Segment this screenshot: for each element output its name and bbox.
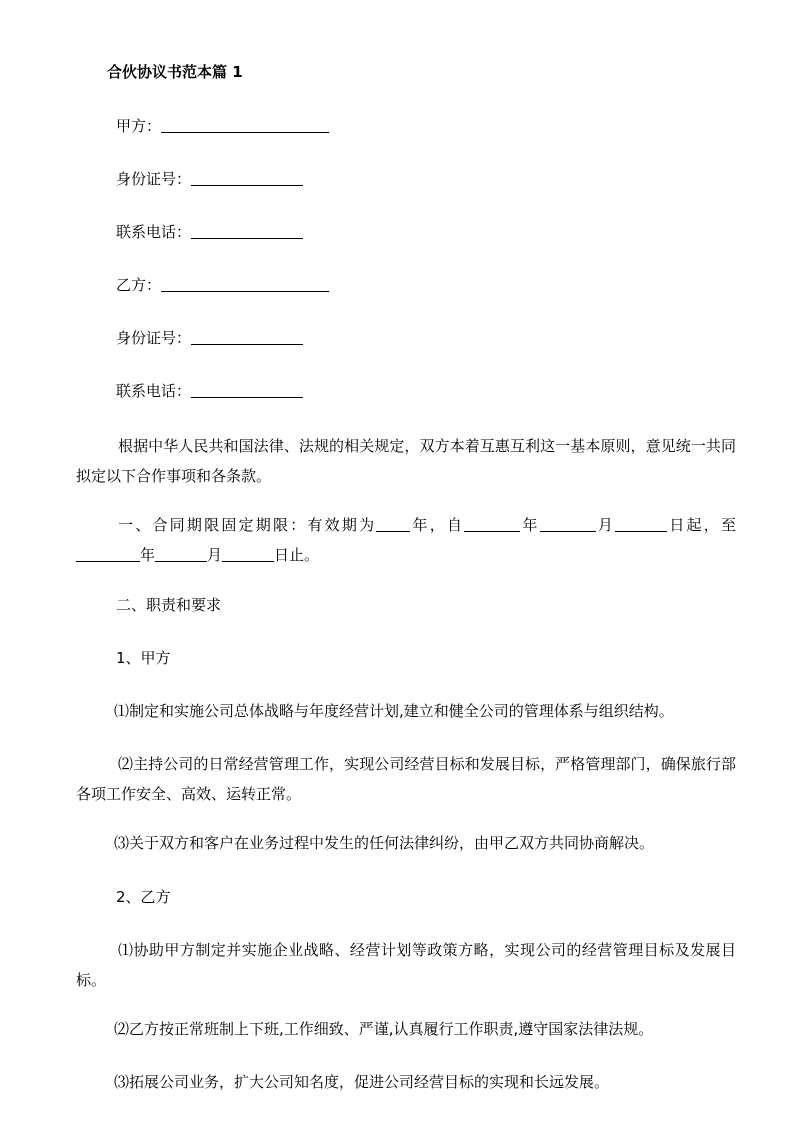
party-a-duty-1: ⑴制定和实施公司总体战略与年度经营计划,建立和健全公司的管理体系与组织结构。	[114, 702, 674, 720]
term-text-4: 月	[595, 516, 616, 534]
term-text-8: 日止。	[274, 546, 320, 564]
start-month-blank[interactable]	[540, 516, 596, 532]
term-text-5: 日起，至	[667, 516, 736, 534]
party-b-id-label: 身份证号：	[116, 329, 192, 347]
contract-term-paragraph	[76, 510, 736, 570]
section-2-heading: 二、职责和要求	[116, 596, 222, 614]
party-a-id-row	[116, 168, 303, 190]
party-a-name-label: 甲方：	[116, 117, 162, 135]
party-b-duty-2: ⑵乙方按正常班制上下班,工作细致、严谨,认真履行工作职责,遵守国家法律法规。	[114, 1020, 654, 1038]
party-a-id-blank[interactable]	[191, 170, 303, 186]
document-title: 合伙协议书范本篇 1	[107, 63, 243, 81]
term-text-3: 年	[520, 516, 540, 534]
party-b-name-blank[interactable]	[161, 276, 329, 292]
intro-paragraph: 根据中华人民共和国法律、法规的相关规定，双方本着互惠互利这一基本原则，意见统一共同拟定以下合作事项和各条款。	[76, 437, 736, 485]
party-a-phone-row	[116, 221, 303, 243]
party-b-phone-label: 联系电话：	[116, 382, 192, 400]
term-text-1: 一、合同期限固定期限：有效期为	[118, 516, 377, 534]
party-b-duty-1: ⑴协助甲方制定并实施企业战略、经营计划等政策方略，实现公司的经营管理目标及发展目标。	[76, 941, 736, 989]
party-b-phone-row	[116, 380, 303, 402]
party-b-name-row	[116, 274, 329, 296]
party-b-duty-3: ⑶拓展公司业务，扩大公司知名度，促进公司经营目标的实现和长远发展。	[114, 1073, 610, 1091]
end-year-blank[interactable]	[76, 546, 140, 562]
party-a-phone-blank[interactable]	[191, 223, 303, 239]
subsection-party-b: 2、乙方	[116, 888, 171, 906]
party-b-id-blank[interactable]	[191, 329, 303, 345]
party-a-name-row	[116, 115, 329, 137]
start-day-blank[interactable]	[615, 516, 667, 532]
party-a-id-label: 身份证号：	[116, 170, 192, 188]
term-years-blank[interactable]	[376, 516, 410, 532]
term-text-6: 年	[140, 546, 156, 564]
party-a-duty-3: ⑶关于双方和客户在业务过程中发生的任何法律纠纷，由甲乙双方共同协商解决。	[114, 834, 655, 852]
party-b-name-label: 乙方：	[116, 276, 162, 294]
start-year-blank[interactable]	[464, 516, 520, 532]
party-a-phone-label: 联系电话：	[116, 223, 192, 241]
end-month-blank[interactable]	[155, 546, 207, 562]
subsection-party-a: 1、甲方	[116, 649, 171, 667]
party-a-duty-2: ⑵主持公司的日常经营管理工作，实现公司经营目标和发展目标，严格管理部门，确保旅行部各项工作安全、高效、运转正常。	[76, 755, 736, 803]
party-b-phone-blank[interactable]	[191, 382, 303, 398]
end-day-blank[interactable]	[222, 546, 274, 562]
term-text-7: 月	[207, 546, 223, 564]
party-b-id-row	[116, 327, 303, 349]
term-text-2: 年，自	[410, 516, 465, 534]
party-a-name-blank[interactable]	[161, 117, 329, 133]
